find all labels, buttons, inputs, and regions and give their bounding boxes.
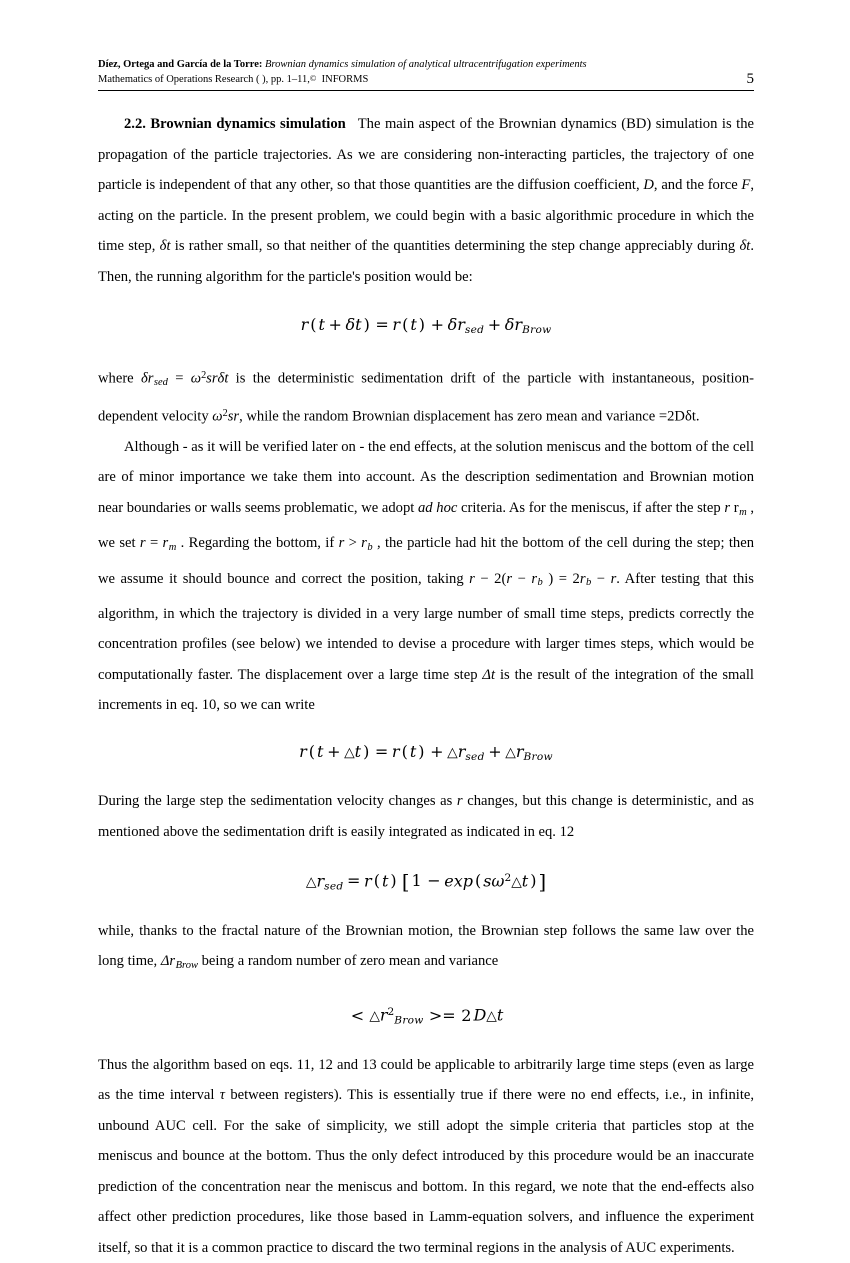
- paragraph-2-text-c: , while the random Brownian displacement has zero mean and variance =2Dδt.: [239, 408, 700, 425]
- inline-r-compare: r: [338, 535, 345, 552]
- inline-var-r-changes: r: [456, 793, 463, 810]
- section-number: 2.2.: [124, 116, 146, 132]
- equation-2-sub-brow: Brow: [523, 751, 553, 764]
- inline-bounce-r2: r: [506, 570, 513, 587]
- copyright-icon: ©: [309, 73, 317, 83]
- equation-1-sub-brow: Brow: [522, 324, 552, 337]
- inline-sub-brow: Brow: [175, 959, 198, 971]
- inline-delta-r-brow: Δr: [160, 953, 176, 970]
- inline-bounce-r3: r: [531, 570, 538, 587]
- inline-bounce-t3: ) = 2: [542, 570, 580, 587]
- paragraph-2-equals: =: [167, 370, 191, 387]
- equation-3-exponent: 2: [504, 872, 512, 885]
- paragraph-sedimentation-velocity: [98, 786, 754, 847]
- equation-3-sub-sed: sed: [324, 880, 344, 893]
- running-head-authors: Díez, Ortega and García de la Torre:: [98, 59, 263, 70]
- inline-sub-sed: sed: [153, 377, 168, 389]
- paragraph-6-text-b: between registers). This is essentially true if there were no end effects, i.e., in infinite, unbound AUC cell. For the sake of simplicity, we still adopt the simple criteria that particles stop at the meniscus and bounce at the bottom. Thus the only defect introduced by this procedure would be an inaccurate prediction of the concentration near the meniscus and bottom. In this regard, we note that the end-effects also affect other prediction procedures, like those based in Lamm-equation solvers, and influence the experiment itself, so that it is a common practice to discard the two terminal regions in the analysis of AUC experiments.: [98, 1087, 755, 1256]
- equation-3: $\triangle r_{sed}$ = r ( t ) [ 1 − exp ( $s\omega^2\triangle t$ ) ]: [305, 870, 547, 894]
- paragraph-5-text-b: being a random number of zero mean and variance: [197, 953, 499, 970]
- equation-4: < $\triangle r^2_{Brow}$ >= 2 D△t: [350, 1005, 504, 1027]
- paragraph-3-eq: =: [145, 535, 163, 552]
- inline-sub-m-2: m: [168, 542, 177, 554]
- inline-r-m-2: r: [162, 535, 169, 552]
- equation-1-sub-sed: sed: [464, 324, 485, 337]
- equation-2-triangle-3: △: [505, 744, 516, 761]
- paragraph-section-intro: [98, 109, 754, 292]
- paragraph-3-text-b: criteria. As for the meniscus, if after the step: [457, 499, 725, 516]
- inline-r-b-1: r: [361, 535, 367, 552]
- section-title: Brownian dynamics simulation: [150, 116, 346, 132]
- paragraph-4-text-a: During the large step the sedimentation velocity changes as: [98, 793, 457, 810]
- paragraph-3-text-g: is the result of the integration of the small increments in eq. 10, so we can write: [98, 666, 754, 714]
- inline-omega-2: ω: [212, 408, 223, 425]
- inline-var-tau: τ: [219, 1087, 225, 1104]
- paragraph-2-text-b: is the deterministic sedimentation drift of the particle with instantaneous, position-dependent velocity: [98, 370, 755, 425]
- inline-var-delta-t-1: δt: [159, 238, 171, 254]
- paragraph-2-text-a: where: [98, 370, 141, 387]
- inline-sub-b-2: b: [537, 577, 543, 589]
- equation-2: r ( t + △t ) = r ( t ) + $\triangle r_{sed}$ + $\triangle r_{Brow}$: [299, 741, 553, 764]
- paragraph-3-text-a: Although - as it will be verified later on - the end effects, at the solution meniscus and the bottom of the cell are of minor importance we take them into account. As the description sedimentation and Brownian motion near boundaries or walls seems problematic, we adopt: [98, 438, 754, 516]
- paragraph-where-delta-r: [98, 361, 754, 432]
- equation-4-triangle-1: △: [369, 1008, 380, 1025]
- equation-4-triangle-2: △: [486, 1008, 497, 1025]
- paragraph-1-text-d: is rather small, so that neither of the quantities determining the step change appreciably during: [170, 238, 740, 254]
- running-head-line-2: [98, 71, 754, 87]
- equation-3-triangle-1: △: [305, 873, 317, 890]
- running-head-line-1: [98, 58, 754, 71]
- equation-2-triangle-1: △: [344, 744, 355, 761]
- paragraph-conclusion: [98, 1050, 754, 1263]
- inline-srdt: srδt: [206, 370, 229, 387]
- inline-ad-hoc: ad hoc: [418, 499, 458, 516]
- inline-bounce-t2: −: [512, 570, 532, 587]
- paragraph-3-text-c: , we set: [98, 499, 754, 552]
- inline-bounce-r4: r: [579, 570, 586, 587]
- paragraph-1-text-e: . Then, the running algorithm for the particle's position would be:: [98, 238, 754, 285]
- inline-var-delta-t-2: δt: [739, 238, 751, 254]
- equation-4-sub-brow: Brow: [394, 1014, 424, 1027]
- equation-3-triangle-2: △: [511, 873, 522, 890]
- running-head: [98, 58, 754, 91]
- equation-2-triangle-2: △: [447, 744, 458, 761]
- inline-omega-1: ω: [190, 370, 202, 387]
- inline-delta-r: δr: [140, 370, 154, 387]
- inline-bounce-t4: −: [591, 570, 611, 587]
- inline-omega-2-exponent: 2: [222, 407, 228, 419]
- equation-3-exp: exp: [444, 871, 473, 891]
- inline-bounce-r5: r: [610, 570, 617, 587]
- paragraph-1-text-a: The main aspect of the Brownian dynamics (BD) simulation is the propagation of the particle trajectories. As we are considering non-interacting particles, the trajectory of one particle is independent of that any other, so that those quantities are the diffusion coefficient,: [98, 116, 754, 193]
- running-head-article-title: Brownian dynamics simulation of analytical ultracentrifugation experiments: [265, 59, 587, 70]
- equation-2-sub-sed: sed: [465, 751, 485, 764]
- inline-sub-m-1: m: [739, 506, 747, 518]
- inline-var-D: D: [643, 177, 654, 193]
- inline-delta-t-large: Δt: [482, 666, 496, 683]
- paragraph-brownian-step: [98, 916, 754, 982]
- paragraph-3-gt: >: [344, 535, 362, 552]
- inline-r-step: r: [724, 499, 731, 516]
- inline-sub-b-3: b: [586, 577, 592, 589]
- equation-1: r ( t + δt ) = r ( t ) + $\delta r_{sed}$ + $\delta r_{Brow}$: [300, 315, 552, 337]
- document-body: [98, 91, 754, 1263]
- equation-4-exponent: 2: [387, 1006, 395, 1019]
- inline-r-upright: r: [733, 499, 739, 516]
- paragraph-5-text-a: while, thanks to the fractal nature of the Brownian motion, the Brownian step follows the same law over the long time,: [98, 922, 754, 970]
- inline-omega-1-exponent: 2: [201, 370, 207, 382]
- inline-var-F: F: [741, 177, 751, 193]
- paragraph-1-text-b: , and the force: [653, 177, 742, 193]
- paragraph-4-text-b: changes, but this change is deterministic, and as mentioned above the sedimentation drift is easily integrated as indicated in eq. 12: [98, 793, 754, 840]
- paragraph-end-effects: [98, 432, 754, 721]
- journal-name: Mathematics of Operations Research ( ), pp. 1–11,: [98, 74, 310, 85]
- page-number: 5: [746, 71, 754, 87]
- paragraph-6-text-a: Thus the algorithm based on eqs. 11, 12 and 13 could be applicable to arbitrarily large time steps (even as large as the time interval: [98, 1056, 754, 1104]
- inline-sub-b-1: b: [367, 542, 373, 554]
- inline-bounce-t1: − 2(: [474, 570, 507, 587]
- paragraph-1-text-c: , acting on the particle. In the present problem, we could begin with a basic algorithmic procedure in which the time step,: [98, 177, 754, 254]
- paragraph-3-text-f: . After testing that this algorithm, in which the trajectory is divided in a very large number of small time steps, predicts correctly the concentration profiles (see below) we intended to devise a procedure with larger times steps, which would be computationally faster. The displacement over a large time step: [98, 570, 754, 683]
- inline-sr: sr: [227, 408, 240, 425]
- inline-r-set: r: [139, 535, 146, 552]
- publisher-name: INFORMS: [321, 74, 369, 85]
- inline-bounce-r1: r: [469, 570, 475, 587]
- paragraph-3-text-e: , the particle had hit the bottom of the cell during the step; then we assume it should bounce and correct the position, taking: [98, 535, 754, 587]
- paragraph-3-text-d: . Regarding the bottom, if: [176, 535, 339, 552]
